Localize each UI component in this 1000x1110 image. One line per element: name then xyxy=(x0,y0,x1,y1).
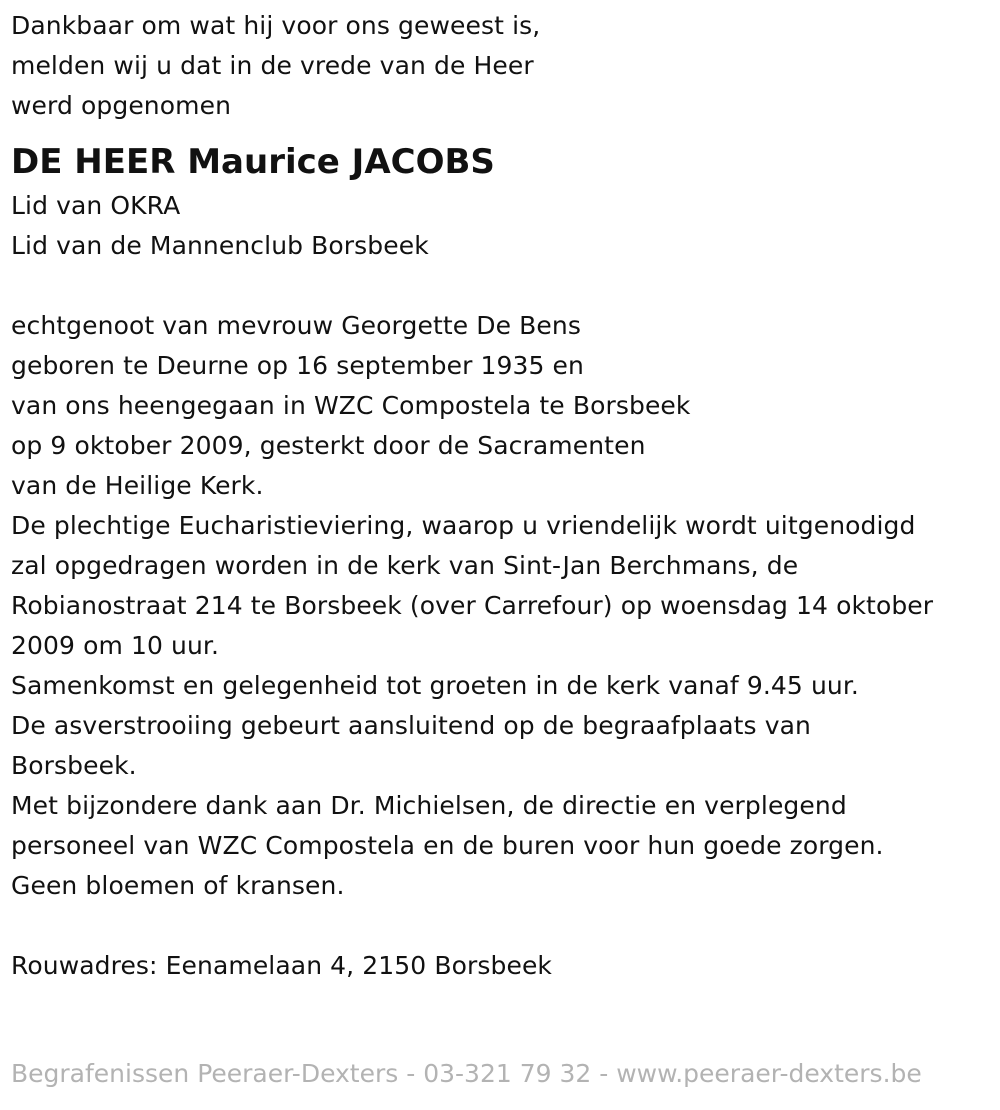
funeral-home-footer: Begrafenissen Peeraer-Dexters - 03-321 79 32 - www.peeraer-dexters.be xyxy=(11,1059,922,1088)
body-line: van de Heilige Kerk. xyxy=(11,471,264,500)
body-line: zal opgedragen worden in de kerk van Sint-Jan Berchmans, de xyxy=(11,551,799,580)
body-line: Robianostraat 214 te Borsbeek (over Carrefour) op woensdag 14 oktober xyxy=(11,591,934,620)
body-line: Borsbeek. xyxy=(11,751,137,780)
body-line: De plechtige Eucharistieviering, waarop u vriendelijk wordt uitgenodigd xyxy=(11,511,916,540)
body-line: geboren te Deurne op 16 september 1935 en xyxy=(11,351,584,380)
mourning-address: Rouwadres: Eenamelaan 4, 2150 Borsbeek xyxy=(11,951,553,980)
spacer xyxy=(11,906,996,946)
body-line: Met bijzondere dank aan Dr. Michielsen, de directie en verplegend xyxy=(11,791,847,820)
body-line: van ons heengegaan in WZC Compostela te Borsbeek xyxy=(11,391,691,420)
body-line: De asverstrooiing gebeurt aansluitend op de begraafplaats van xyxy=(11,711,811,740)
membership-line: Lid van OKRA xyxy=(11,191,181,220)
intro-line: werd opgenomen xyxy=(11,91,232,120)
spacer xyxy=(11,266,996,306)
intro-line: melden wij u dat in de vrede van de Heer xyxy=(11,51,534,80)
body-line: echtgenoot van mevrouw Georgette De Bens xyxy=(11,311,581,340)
deceased-name: DE HEER Maurice JACOBS xyxy=(11,142,495,182)
body-line: 2009 om 10 uur. xyxy=(11,631,220,660)
intro-line: Dankbaar om wat hij voor ons geweest is, xyxy=(11,11,541,40)
body-line: personeel van WZC Compostela en de buren voor hun goede zorgen. xyxy=(11,831,884,860)
obituary-notice xyxy=(11,6,996,986)
body-line: Samenkomst en gelegenheid tot groeten in de kerk vanaf 9.45 uur. xyxy=(11,671,859,700)
body-line: op 9 oktober 2009, gesterkt door de Sacramenten xyxy=(11,431,646,460)
membership-line: Lid van de Mannenclub Borsbeek xyxy=(11,231,429,260)
body-line: Geen bloemen of kransen. xyxy=(11,871,345,900)
